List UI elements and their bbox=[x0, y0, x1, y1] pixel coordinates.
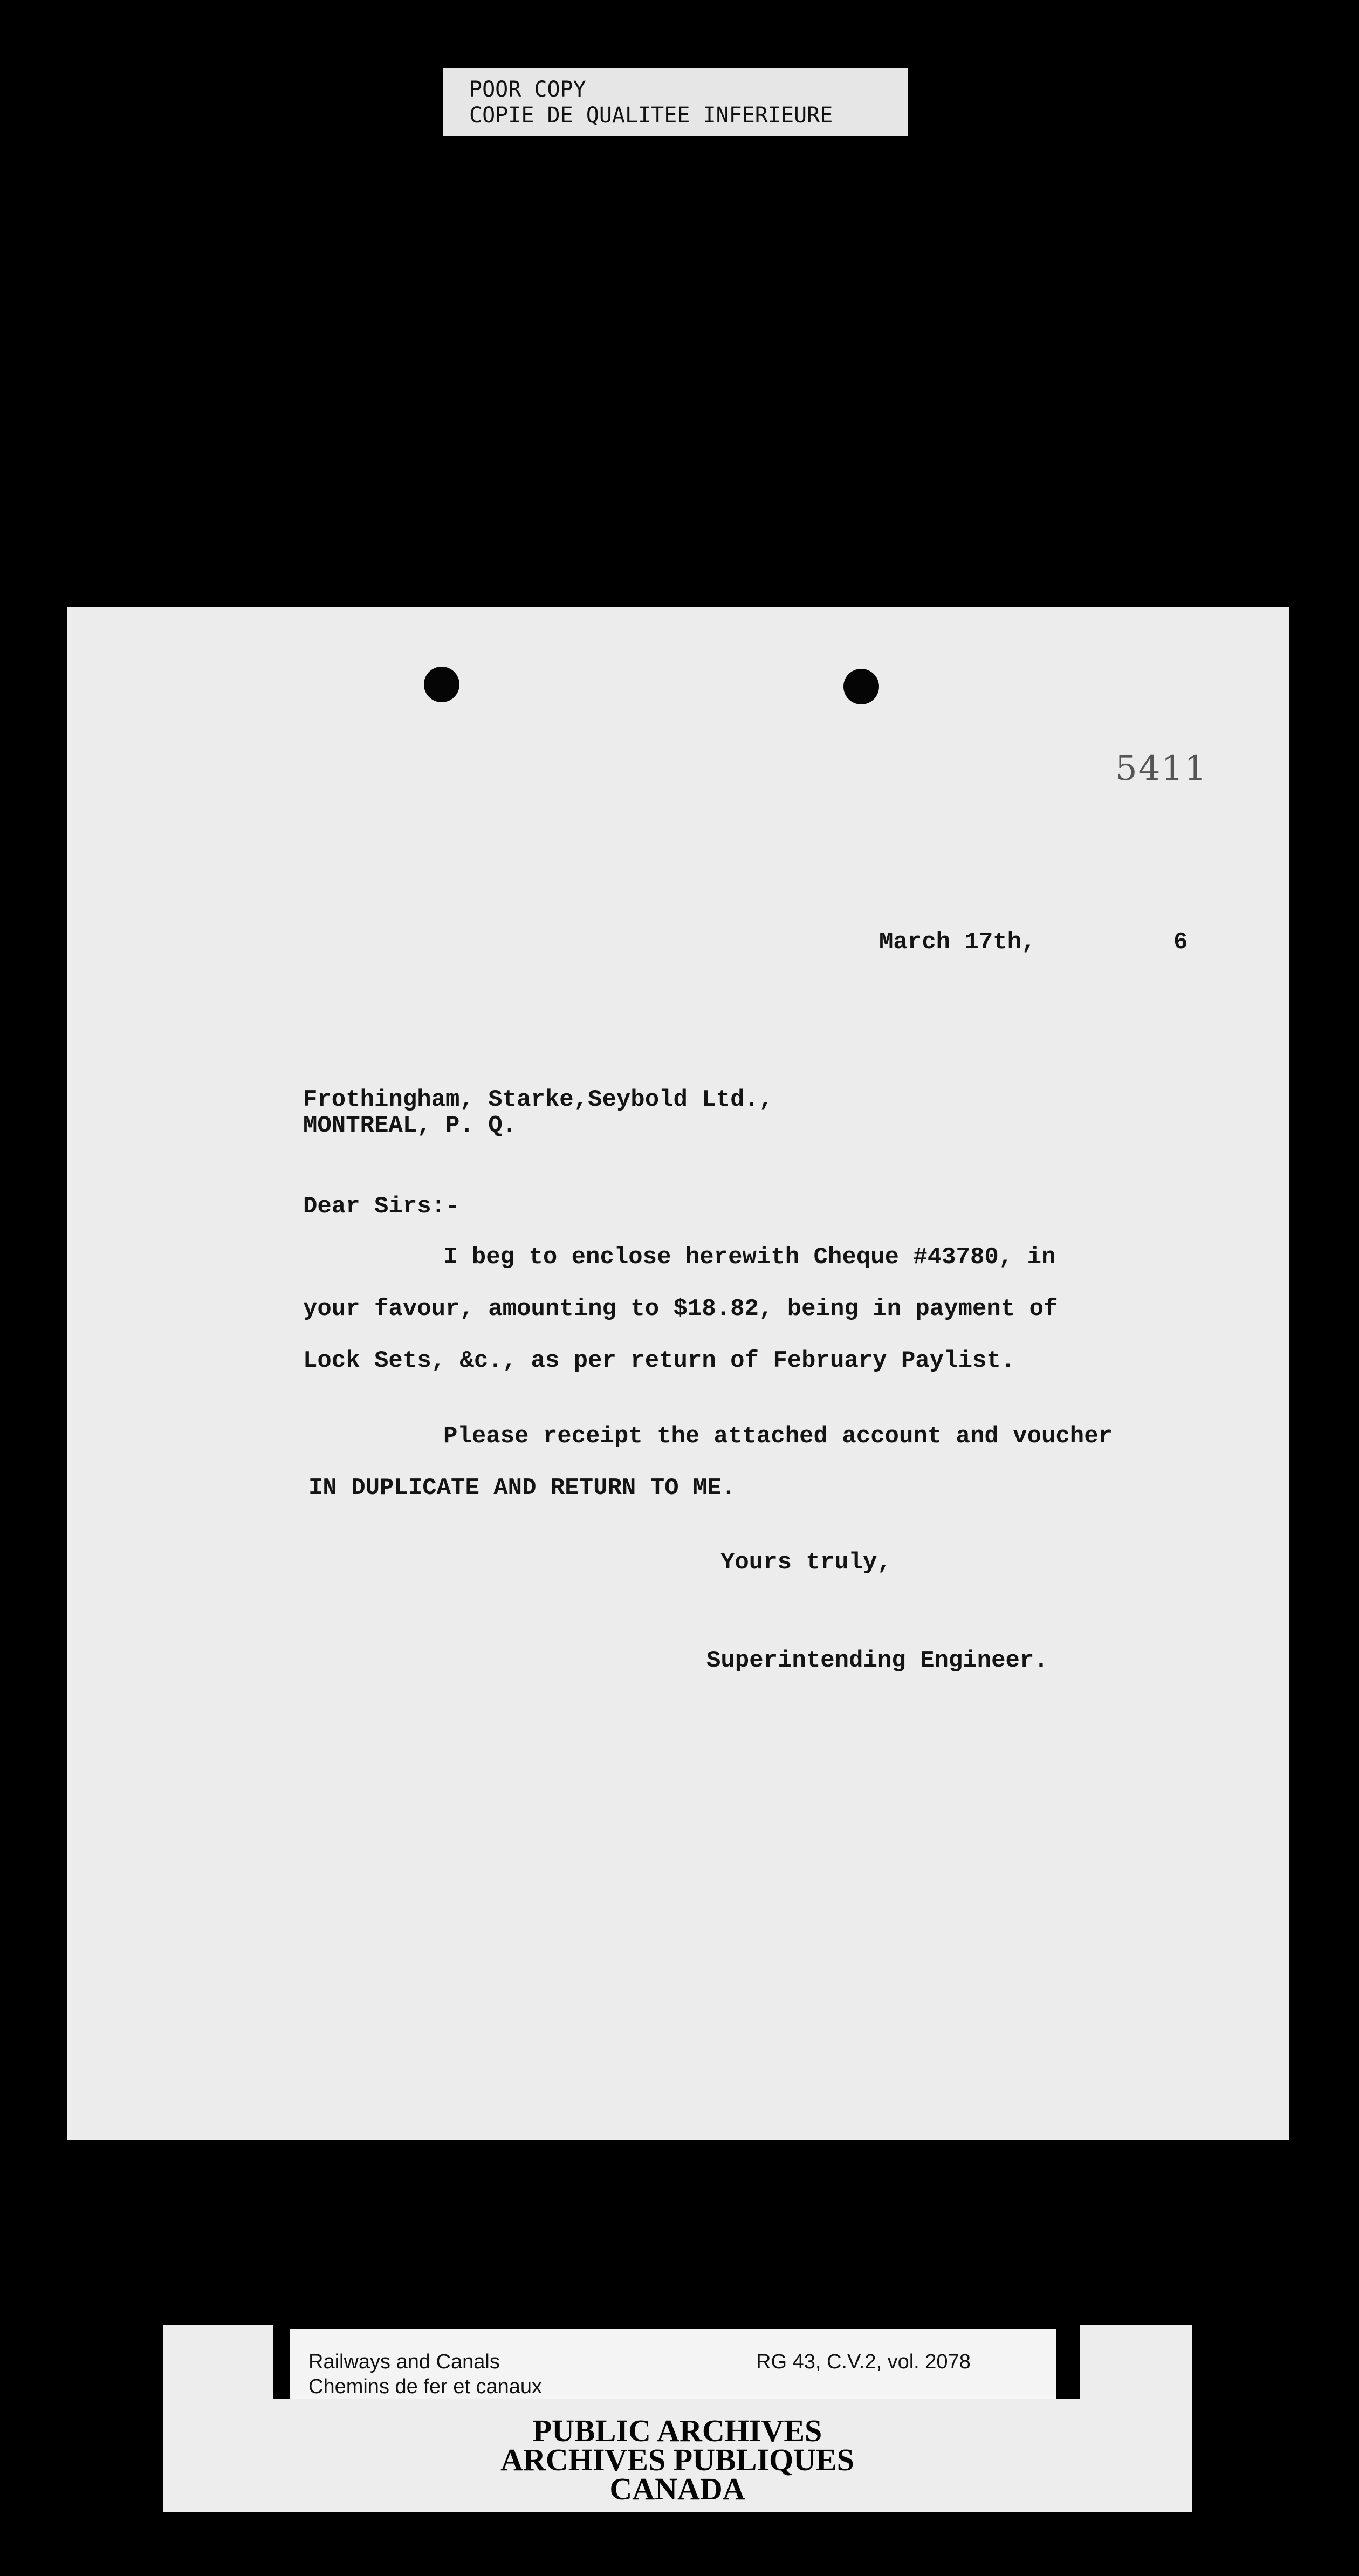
archive-footer bbox=[163, 2325, 1192, 2512]
letter-signature: Superintending Engineer. bbox=[706, 1647, 1048, 1674]
poor-copy-line-en: POOR COPY bbox=[469, 77, 586, 102]
body-line: your favour, amounting to $18.82, being in payment of bbox=[303, 1296, 1058, 1323]
poor-copy-line-fr: COPIE DE QUALITEE INFERIEURE bbox=[469, 103, 833, 128]
poor-copy-stamp bbox=[443, 68, 908, 136]
page-number: 5411 bbox=[1115, 749, 1207, 789]
punch-hole-icon bbox=[843, 669, 879, 704]
address-line: MONTREAL, P. Q. bbox=[303, 1112, 517, 1139]
archival-reference: RG 43, C.V.2, vol. 2078 bbox=[756, 2351, 971, 2373]
archive-name-fr: ARCHIVES PUBLIQUES bbox=[500, 2442, 854, 2477]
letter-date-ref: 6 bbox=[1173, 929, 1188, 956]
body-line: Please receipt the attached account and voucher bbox=[443, 1423, 1113, 1450]
body-line: Lock Sets, &c., as per return of February Paylist. bbox=[303, 1347, 1015, 1374]
letter-page bbox=[67, 607, 1289, 2140]
fonds-name-en: Railways and Canals bbox=[308, 2351, 500, 2373]
body-line: I beg to enclose herewith Cheque #43780, in bbox=[443, 1244, 1056, 1271]
archive-name-en: PUBLIC ARCHIVES bbox=[532, 2413, 822, 2448]
address-line: Frothingham, Starke,Seybold Ltd., bbox=[303, 1086, 773, 1113]
reference-card bbox=[290, 2329, 1056, 2399]
punch-hole-icon bbox=[424, 667, 459, 702]
letter-date: March 17th, bbox=[879, 929, 1036, 956]
body-line: IN DUPLICATE AND RETURN TO ME. bbox=[308, 1475, 736, 1502]
archive-country: CANADA bbox=[609, 2471, 745, 2506]
letter-closing: Yours truly, bbox=[720, 1549, 891, 1576]
salutation: Dear Sirs:- bbox=[303, 1193, 460, 1220]
fonds-name-fr: Chemins de fer et canaux bbox=[308, 2375, 543, 2398]
